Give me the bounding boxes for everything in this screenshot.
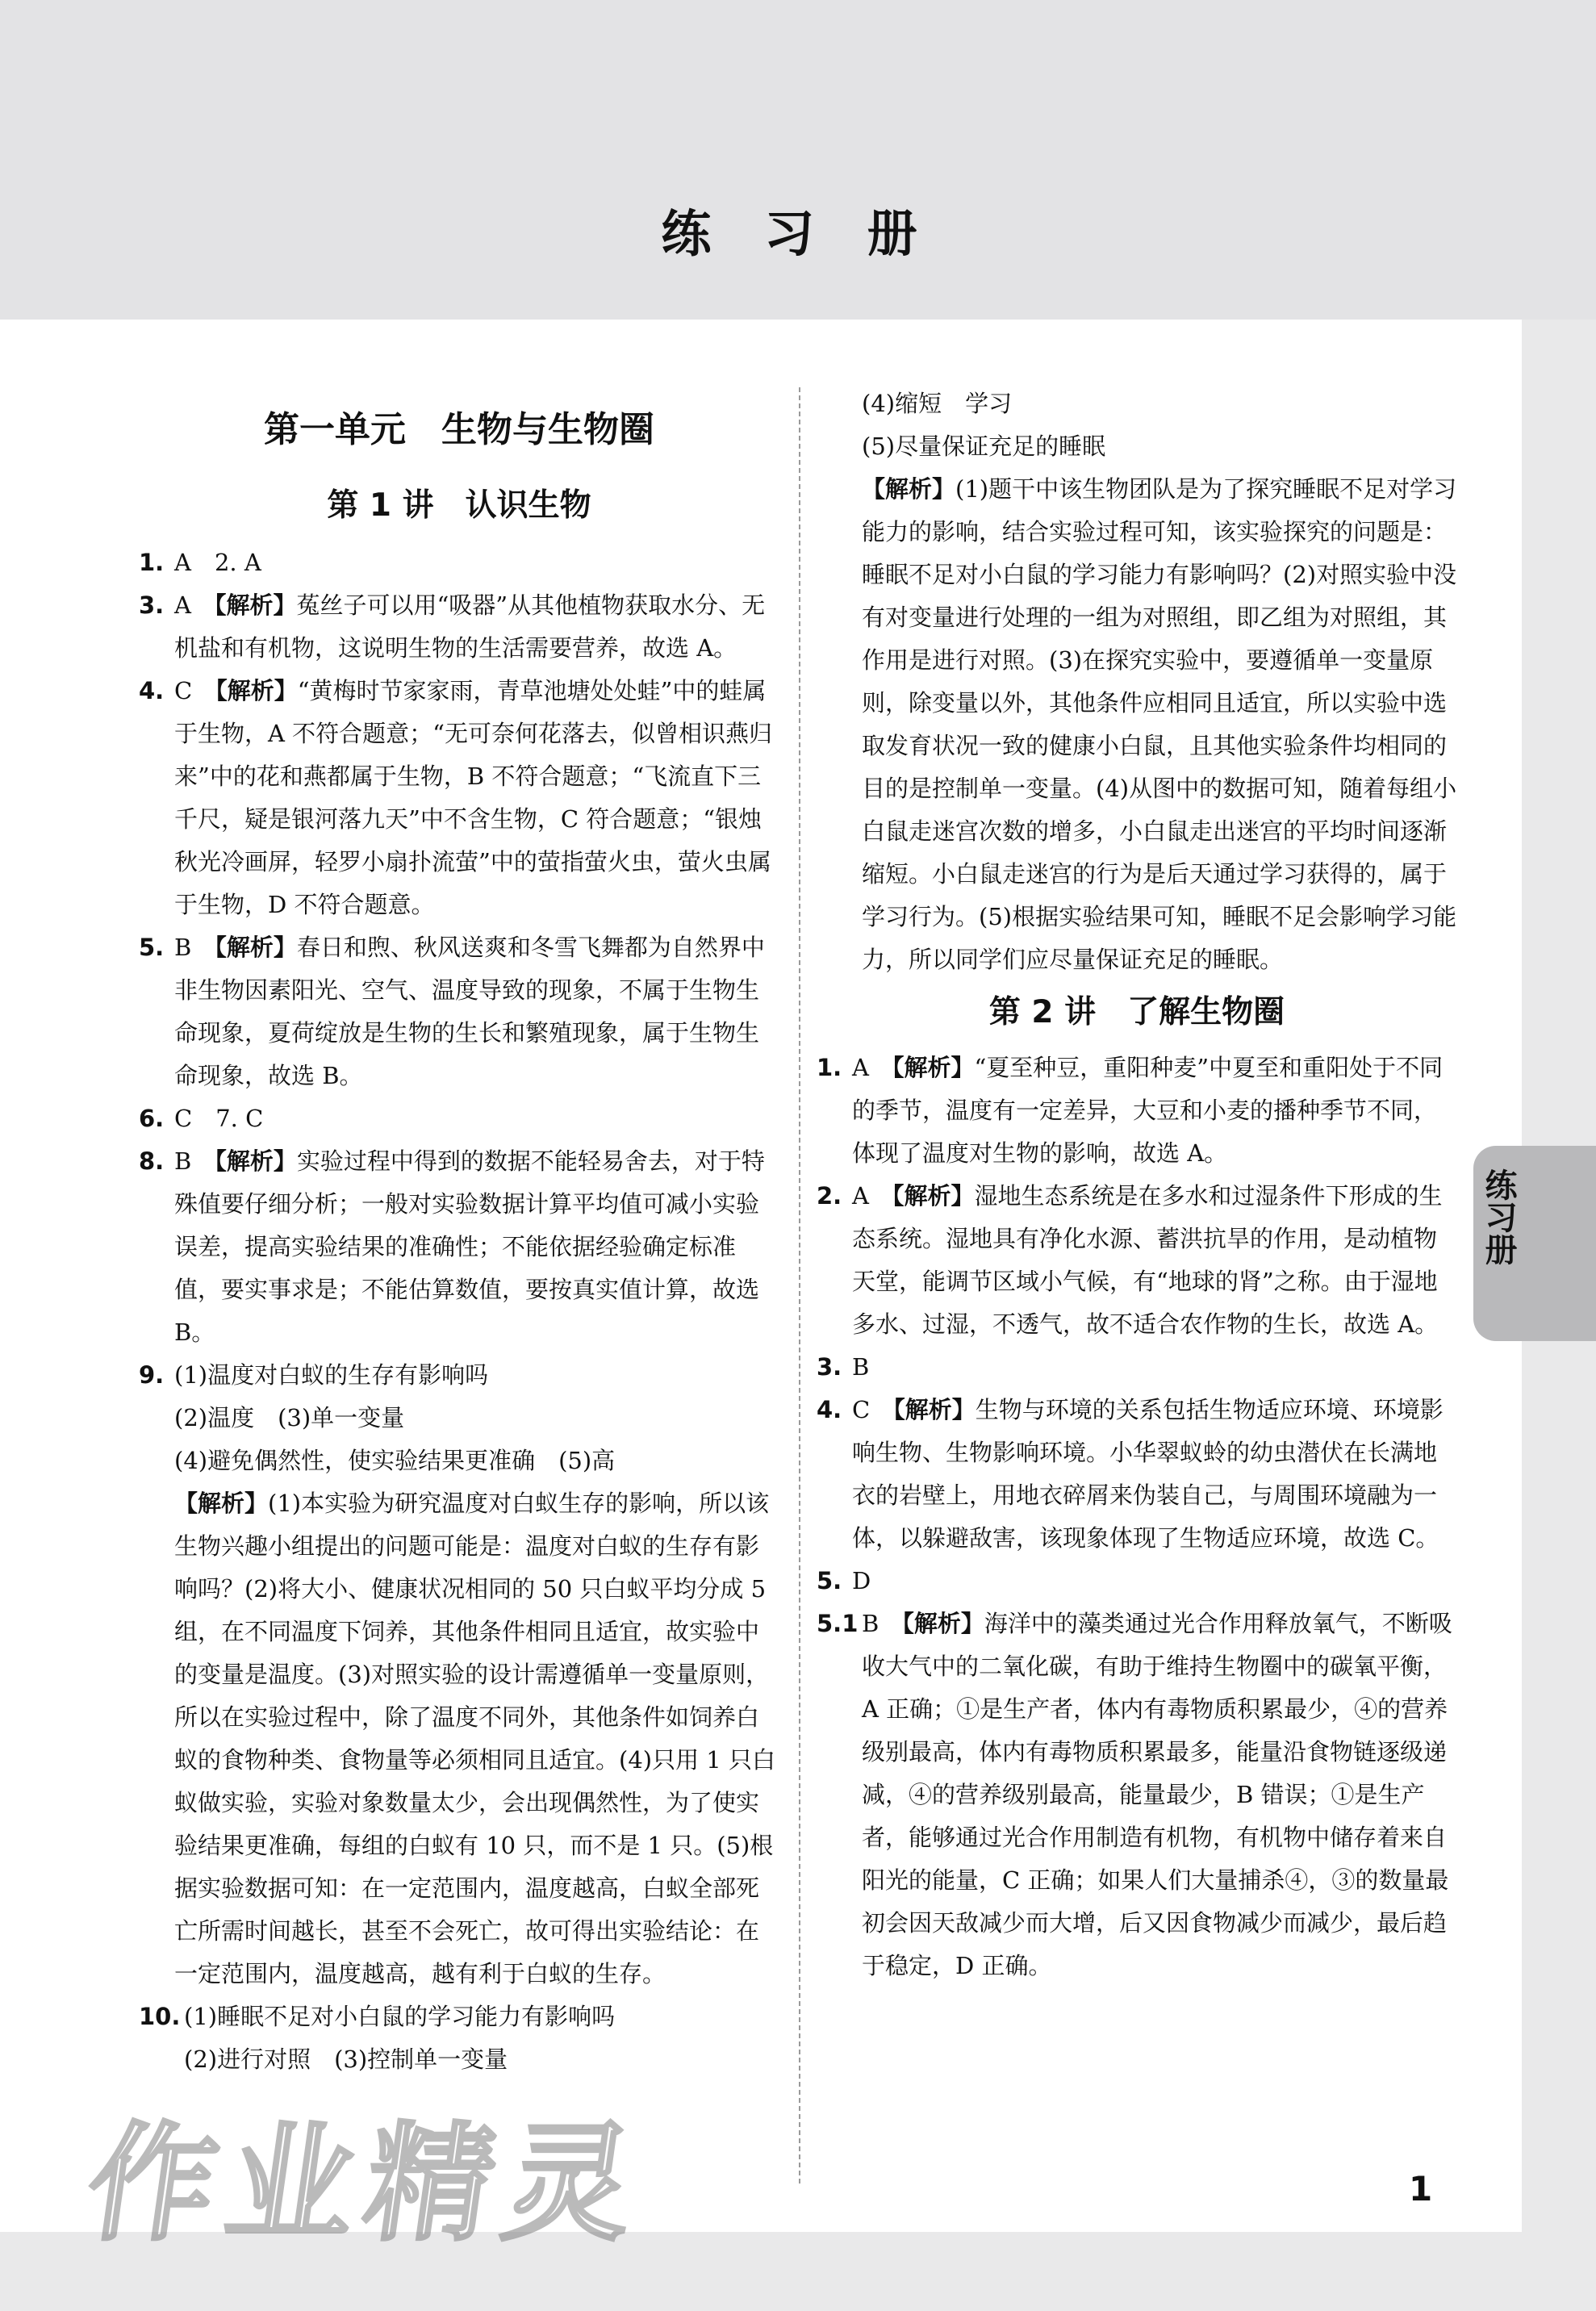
unit-title: 第一单元 生物与生物圈: [264, 409, 654, 450]
question-number: 2.: [817, 1182, 842, 1210]
question-number: 3.: [817, 1353, 842, 1381]
analysis-text: (1)本实验为研究温度对白蚁生存的影响，所以该生物兴趣小组提出的问题可能是：温度对白蚁的生存有影响吗？(2)将大小、健康状况相同的 50 只白蚁平均分成 5 组，在不同温度下饲养，其他条件相同且适宜，故实验中的变量是温度。(3)对照实验的设计需遵循单一变量原则，所以在实验过程中，除了温度不同外，其他条件如饲养白蚁的食物种类、食物量等必须相同且适宜。(4)只用 1 只白蚁做实验，实验对象数量太少，会出现偶然性，为了使实验结果更准确，每组的白蚁有 10 只，而不是 1 只。(5)根据实验数据可知：在一定范围内，温度越高，白蚁全部死亡所需时间越长，甚至不会死亡，故可得出实验结论：在一定范围内，温度越高，越有利于白蚁的生存。: [174, 1490, 775, 1987]
analysis-tag: 【解析】: [893, 1396, 976, 1423]
analysis-text: 实验过程中得到的数据不能轻易舍去，对于特殊值要仔细分析；一般对实验数据计算平均值可减小实验误差，提高实验结果的准确性；不能依据经验确定标准值，要实事求是；不能估算数值，要按真实值计算，故选 B。: [174, 1147, 765, 1346]
watermark-text: 作业精灵: [78, 2110, 655, 2259]
side-tab-label: 练习册: [1480, 1168, 1517, 1265]
analysis-tag: 【解析】: [902, 1610, 984, 1637]
analysis-text: 海洋中的藻类通过光合作用释放氧气，不断吸收大气中的二氧化碳，有助于维持生物圈中的碳氧平衡，A 正确；①是生产者，体内有毒物质积累最少，④的营养级别最高，体内有毒物质积累最多，能量沿食物链逐级递减，④的营养级别最高，能量最少，B 错误；①是生产者，能够通过光合作用制造有机物，有机物中储存着来自阳光的能量，C 正确；如果人们大量捕杀④，③的数量最初会因天敌减少而大增，后又因食物减少而减少，最后趋于稳定，D 正确。: [862, 1610, 1452, 1979]
answer-line: (1)睡眠不足对小白鼠的学习能力有影响吗: [184, 2003, 616, 2030]
answer-text: A 2. A: [174, 549, 261, 576]
side-tab: [1473, 1146, 1596, 1341]
right-column: [817, 382, 1457, 1987]
page-number: 1: [1409, 2169, 1433, 2209]
question-item: [139, 670, 779, 926]
question-item: [817, 1389, 1457, 1560]
question-number: 4.: [139, 677, 165, 704]
left-column: [139, 484, 779, 2081]
watermark: [78, 2082, 687, 2259]
question-number: 5.: [139, 934, 165, 961]
header-band: [0, 0, 1596, 320]
analysis-text: 湿地生态系统是在多水和过湿条件下形成的生态系统。湿地具有净化水源、蓄洪抗旱的作用，是动植物天堂，能调节区域小气候，有“地球的肾”之称。由于湿地多水、过湿，不透气，故不适合农作物的生长，故选 A。: [852, 1182, 1443, 1338]
analysis-block: [817, 468, 1457, 981]
question-number: 10.: [139, 2003, 181, 2030]
question-number: 3.: [139, 591, 165, 619]
question-9: [139, 1354, 779, 1397]
analysis-text: 菟丝子可以用“吸器”从其他植物获取水分、无机盐和有机物，这说明生物的生活需要营养，故选 A。: [174, 591, 766, 662]
question-item: [139, 926, 779, 1097]
lesson2-title: 第 2 讲 了解生物圈: [988, 994, 1285, 1030]
answer-line: (5)尽量保证充足的睡眠: [862, 433, 1106, 460]
question-number: 8.: [139, 1147, 165, 1175]
question-number: 6.: [139, 1105, 165, 1132]
analysis-tag: 【解析】: [215, 934, 297, 961]
answer-text: D: [852, 1567, 871, 1594]
lesson1-title: 第 1 讲 认识生物: [327, 487, 591, 524]
book-title: 练 习 册: [661, 204, 935, 263]
analysis-tag: 【解析】: [214, 591, 297, 619]
analysis-text: 春日和煦、秋风送爽和冬雪飞舞都为自然界中非生物因素阳光、空气、温度导致的现象，不属于生物生命现象，夏荷绽放是生物的生长和繁殖现象，属于生物生命现象，故选 B。: [174, 934, 765, 1089]
answer-line: (2)进行对照 (3)控制单一变量: [184, 2046, 508, 2073]
question-item: [139, 1097, 779, 1140]
answer-choice: A: [174, 591, 191, 619]
analysis-text: 生物与环境的关系包括生物适应环境、环境影响生物、生物影响环境。小华翠蚁蛉的幼虫潜伏在长满地衣的岩壁上，用地衣碎屑来伪装自己，与周围环境融为一体，以躲避敌害，该现象体现了生物适应环境，故选 C。: [852, 1396, 1444, 1552]
question-number: 1.: [139, 549, 165, 576]
column-divider: [799, 387, 800, 2184]
analysis-text: “夏至种豆，重阳种麦”中夏至和重阳处于不同的季节，温度有一定差异，大豆和小麦的播种季节不同，体现了温度对生物的影响，故选 A。: [852, 1054, 1444, 1167]
answer-choice: A: [852, 1182, 869, 1210]
question-number: 5.1: [817, 1610, 859, 1637]
question-item: [817, 1175, 1457, 1346]
analysis-tag: 【解析】: [215, 1147, 297, 1175]
answer-choice: C: [174, 677, 193, 704]
analysis-tag: 【解析】: [862, 475, 956, 503]
question-10: [139, 1995, 779, 2038]
question-item: [817, 1603, 1457, 1987]
answer-choice: B: [174, 1147, 192, 1175]
question-item: [817, 1346, 1457, 1389]
answer-text: C 7. C: [174, 1105, 264, 1132]
answer-line: (1)温度对白蚁的生存有影响吗: [174, 1361, 489, 1389]
analysis-text: “黄梅时节家家雨，青草池塘处处蛙”中的蛙属于生物，A 不符合题意；“无可奈何花落去，似曾相识燕归来”中的花和燕都属于生物，B 不符合题意；“飞流直下三千尺，疑是银河落九天”中不含生物，C 符合题意；“银烛秋光冷画屏，轻罗小扇扑流萤”中的萤指萤火虫，萤火虫属于生物，D 不符合题意。: [174, 677, 772, 918]
answer-line: (4)避免偶然性，使实验结果更准确 (5)高: [174, 1447, 616, 1474]
answer-choice: A: [852, 1054, 869, 1081]
analysis-tag: 【解析】: [892, 1054, 975, 1081]
question-item: [817, 1047, 1457, 1175]
analysis-tag: 【解析】: [892, 1182, 975, 1210]
answer-choice: C: [852, 1396, 871, 1423]
answer-choice: B: [862, 1610, 879, 1637]
question-item: [139, 541, 779, 584]
answer-line: (2)温度 (3)单一变量: [174, 1404, 405, 1431]
question-item: [139, 1140, 779, 1354]
analysis-tag: 【解析】: [215, 677, 298, 704]
question-item: [817, 1560, 1457, 1603]
question-number: 1.: [817, 1054, 842, 1081]
question-number: 9.: [139, 1361, 165, 1389]
analysis-block: [139, 1482, 779, 1995]
answer-choice: B: [174, 934, 192, 961]
answer-text: B: [852, 1353, 870, 1381]
analysis-text: (1)题干中该生物团队是为了探究睡眠不足对学习能力的影响，结合实验过程可知，该实验探究的问题是：睡眠不足对小白鼠的学习能力有影响吗？(2)对照实验中没有对变量进行处理的一组为对照组，即乙组为对照组，其作用是进行对照。(3)在探究实验中，要遵循单一变量原则，除变量以外，其他条件应相同且适宜，所以实验中选取发育状况一致的健康小白鼠，且其他实验条件均相同的目的是控制单一变量。(4)从图中的数据可知，随着每组小白鼠走迷宫次数的增多，小白鼠走出迷宫的平均时间逐渐缩短。小白鼠走迷宫的行为是后天通过学习获得的，属于学习行为。(5)根据实验结果可知，睡眠不足会影响学习能力，所以同学们应尽量保证充足的睡眠。: [862, 475, 1457, 973]
question-item: [139, 584, 779, 670]
question-number: 5.: [817, 1567, 842, 1594]
answer-line: (4)缩短 学习: [862, 390, 1013, 417]
analysis-tag: 【解析】: [174, 1490, 269, 1517]
question-number: 4.: [817, 1396, 842, 1423]
